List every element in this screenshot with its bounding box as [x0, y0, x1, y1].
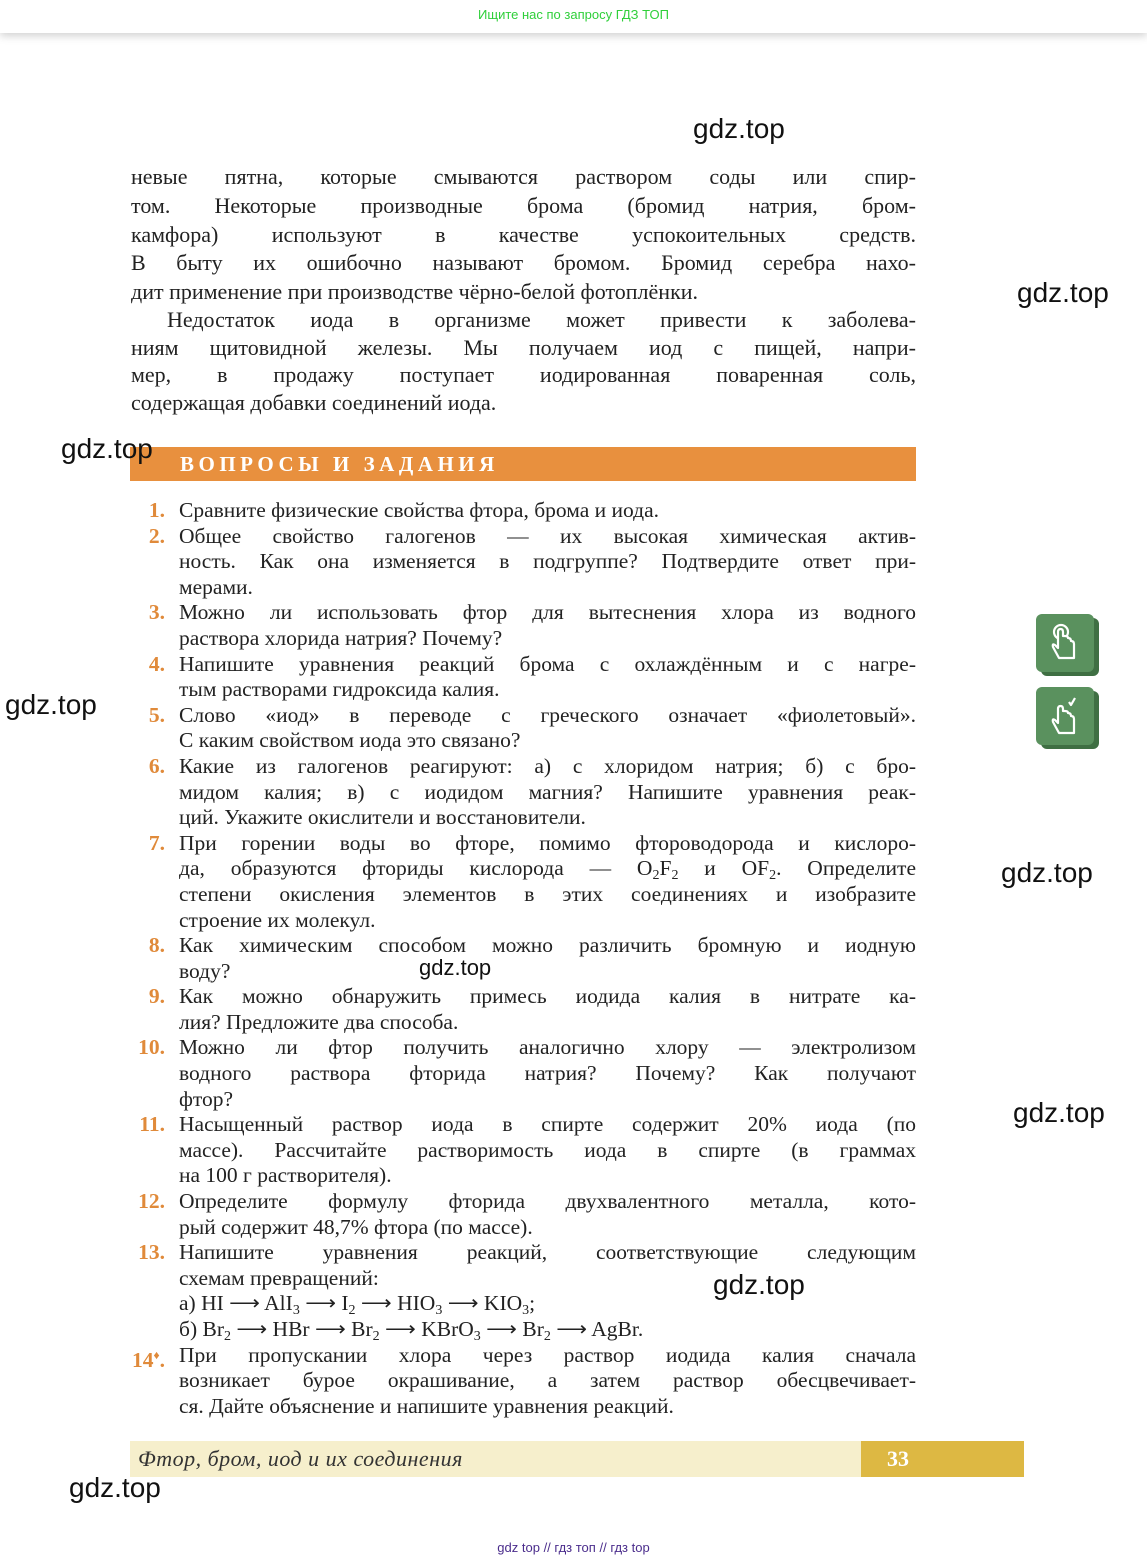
subscript: 2 [348, 1303, 356, 1319]
text-line: дит применение при производстве чёрно-белой фотоплёнки. [131, 279, 699, 305]
question-line: мерами. [179, 574, 253, 599]
question-line: ся. Дайте объяснение и напишите уравнения реакций. [179, 1393, 674, 1418]
question-line: раствора хлорида натрия? Почему? [179, 625, 503, 650]
top-banner-text: Ищите нас по запросу ГДЗ ТОП [478, 7, 669, 22]
text-line: Недостаток иода в организме может привести к заболева- [167, 307, 916, 332]
page-footer [130, 1441, 1024, 1477]
text-segment: ⟶ KBrO [379, 1317, 474, 1341]
question-line: ность. Как она изменяется в подгруппе? Подтвердите ответ при- [179, 549, 916, 574]
question-line: С каким свойством иода это связано? [179, 728, 521, 753]
question-line: строение их молекул. [179, 907, 376, 932]
number-text: 13. [138, 1240, 165, 1265]
question-number [131, 498, 165, 524]
subscript: 3 [435, 1303, 443, 1319]
question-item [131, 1343, 916, 1420]
text-segment: ⟶ HIO [355, 1291, 436, 1316]
watermark: gdz.top [1001, 857, 1093, 888]
number-suffix: . [159, 1347, 165, 1372]
text-line: мер, в продажу поступает иодированная поваренная соль, [131, 362, 916, 387]
page-number-box [861, 1441, 1024, 1477]
question-number [131, 933, 165, 959]
question-number [131, 754, 165, 780]
subscript: 2 [543, 1329, 551, 1344]
text-segment: б) Br [179, 1317, 224, 1341]
watermark: gdz.top [693, 113, 785, 144]
text-line: том. Некоторые производные брома (бромид натрия, бром- [131, 192, 916, 218]
check-button[interactable] [1036, 687, 1094, 745]
question-number [131, 831, 165, 857]
number-text: 6. [148, 753, 165, 778]
number-text: 5. [148, 702, 165, 727]
subscript: 3 [522, 1303, 530, 1319]
question-number [131, 600, 165, 626]
question-line: тым растворами гидроксида калия. [179, 677, 500, 702]
text-segment: ⟶ HBr ⟶ Br [230, 1317, 373, 1341]
paragraph-1 [131, 163, 916, 307]
question-number [131, 1343, 165, 1374]
number-text: 1. [148, 498, 165, 522]
question-line: возникает бурое окрашивание, а затем раствор обесцвечивает- [179, 1368, 916, 1393]
question-line: массе). Рассчитайте растворимость иода в спирте (в граммах [179, 1137, 916, 1162]
text-line: содержащая добавки соединений иода. [131, 389, 497, 415]
question-item [131, 1112, 916, 1189]
question-number [131, 1240, 165, 1266]
question-line: Слово «иод» в переводе с греческого означает «фиолетовый». [179, 702, 916, 727]
watermark: gdz.top [1013, 1097, 1105, 1128]
question-line: фтор? [179, 1086, 234, 1111]
hand-check-icon [1050, 696, 1080, 736]
question-line: Напишите уравнения реакций, соответствующие следующим [179, 1240, 916, 1265]
text-segment: ⟶ Br [480, 1317, 544, 1341]
question-line: мидом калия; в) с иодидом магния? Напишите уравнения реак- [179, 779, 916, 804]
question-line: Как можно обнаружить примесь иодида калия в нитрате ка- [179, 984, 916, 1009]
question-line [179, 1317, 916, 1343]
number-text: 4. [148, 651, 165, 676]
top-banner [0, 0, 1147, 33]
question-line: Общее свойство галогенов — их высокая химическая актив- [179, 523, 916, 548]
question-line: ций. Укажите окислители и восстановители. [179, 805, 586, 830]
subscript: 3 [473, 1329, 481, 1344]
question-item [131, 703, 916, 754]
question-item [131, 600, 916, 651]
watermark: gdz.top [1017, 277, 1109, 308]
text-segment: . Определите [776, 856, 916, 881]
question-line: схемам превращений: [179, 1265, 379, 1290]
number-text: 2. [148, 523, 165, 548]
question-line: воду? [179, 958, 231, 983]
question-line: Сравните физические свойства фтора, брома и иода. [179, 498, 659, 522]
number-text: 14 [132, 1347, 154, 1372]
question-item [131, 1189, 916, 1240]
text-segment: ⟶ I [299, 1291, 349, 1316]
question-number [131, 1189, 165, 1215]
watermark: gdz.top [5, 689, 97, 720]
text-segment: ; [529, 1291, 536, 1316]
chapter-title: Фтор, бром, иод и их соединения [138, 1446, 463, 1471]
question-line: Напишите уравнения реакций брома с охлаждённым и с нагре- [179, 651, 916, 676]
page-number: 33 [887, 1446, 909, 1471]
separator: // [599, 1540, 607, 1555]
number-text: 10. [138, 1035, 165, 1060]
question-item [131, 831, 916, 933]
question-number [131, 984, 165, 1010]
question-line [179, 1291, 916, 1317]
text-line: невые пятна, которые смываются раствором соды или спир- [131, 164, 916, 189]
question-line: При горении воды во фторе, помимо фтороводорода и кислоро- [179, 830, 916, 855]
question-number [131, 1112, 165, 1138]
number-text: 7. [148, 830, 165, 855]
question-number [131, 1035, 165, 1061]
question-line: Можно ли использовать фтор для вытеснения хлора из водного [179, 600, 916, 625]
text-line: камфора) используют в качестве успокоительных средств. [131, 221, 916, 247]
bottom-link[interactable]: гдз top [610, 1540, 650, 1555]
question-line: на 100 г растворителя). [179, 1163, 392, 1188]
tap-hand-icon [1050, 623, 1080, 663]
question-line: лия? Предложите два способа. [179, 1009, 459, 1034]
separator: // [543, 1540, 551, 1555]
question-number [131, 703, 165, 729]
number-text: 3. [148, 600, 165, 625]
number-text: 9. [148, 984, 165, 1009]
text-segment: а) HI ⟶ AlI [179, 1291, 293, 1316]
text-line: В быту их ошибочно называют бромом. Бромид серебра нахо- [131, 250, 916, 276]
question-line: Какие из галогенов реагируют: а) с хлоридом натрия; б) с бро- [179, 753, 916, 778]
paragraph-2 [131, 306, 916, 416]
subscript: 2 [671, 868, 679, 884]
question-line [179, 856, 916, 882]
question-item [131, 652, 916, 703]
number-text: 8. [148, 933, 165, 958]
subscript: 2 [223, 1329, 231, 1344]
text-segment: ⟶ AgBr. [550, 1317, 644, 1341]
question-line: рый содержит 48,7% фтора (по массе). [179, 1214, 533, 1239]
bottom-link[interactable]: gdz top [497, 1540, 540, 1555]
number-text: 11. [139, 1112, 165, 1137]
question-number [131, 652, 165, 678]
watermark: gdz.top [713, 1269, 805, 1300]
watermark: gdz.top [69, 1472, 161, 1503]
text-segment: и OF [678, 856, 770, 881]
question-line: Насыщенный раствор иода в спирте содержит 20% иода (по [179, 1112, 916, 1137]
questions-heading-bar [130, 447, 916, 481]
watermark: gdz.top [61, 433, 153, 464]
question-item [131, 524, 916, 601]
difficulty-mark: ♦ [153, 1347, 160, 1362]
question-item [131, 984, 916, 1035]
question-item [131, 754, 916, 831]
text-segment: ⟶ KIO [442, 1291, 523, 1316]
question-line: При пропускании хлора через раствор иодида калия сначала [179, 1342, 916, 1367]
bottom-links [0, 1540, 1147, 1555]
watermark: gdz.top [419, 955, 492, 980]
text-line: ниям щитовидной железы. Мы получаем иод с пищей, напри- [131, 334, 916, 360]
subscript: 2 [652, 868, 660, 884]
question-line: Как химическим способом можно различить бромную и иодную [179, 933, 916, 958]
question-line: водного раствора фторида натрия? Почему? Как получают [179, 1061, 916, 1086]
text-segment: F [659, 856, 672, 881]
question-line: Определите формулу фторида двухвалентного металла, кото- [179, 1189, 916, 1214]
subscript: 2 [372, 1329, 380, 1344]
bottom-link[interactable]: гдз топ [554, 1540, 596, 1555]
number-text: 12. [138, 1189, 165, 1214]
text-segment: да, образуются фториды кислорода — O [179, 856, 653, 881]
question-item [131, 933, 916, 984]
tap-button[interactable] [1036, 614, 1094, 672]
question-item [131, 1035, 916, 1112]
question-number [131, 524, 165, 550]
questions-heading: ВОПРОСЫ И ЗАДАНИЯ [180, 452, 499, 476]
subscript: 2 [769, 868, 777, 884]
question-item [131, 498, 916, 524]
question-line: степени окисления элементов в этих соединениях и изобразите [179, 881, 916, 906]
subscript: 3 [292, 1303, 300, 1319]
question-line: Можно ли фтор получить аналогично хлору — электролизом [179, 1035, 916, 1060]
